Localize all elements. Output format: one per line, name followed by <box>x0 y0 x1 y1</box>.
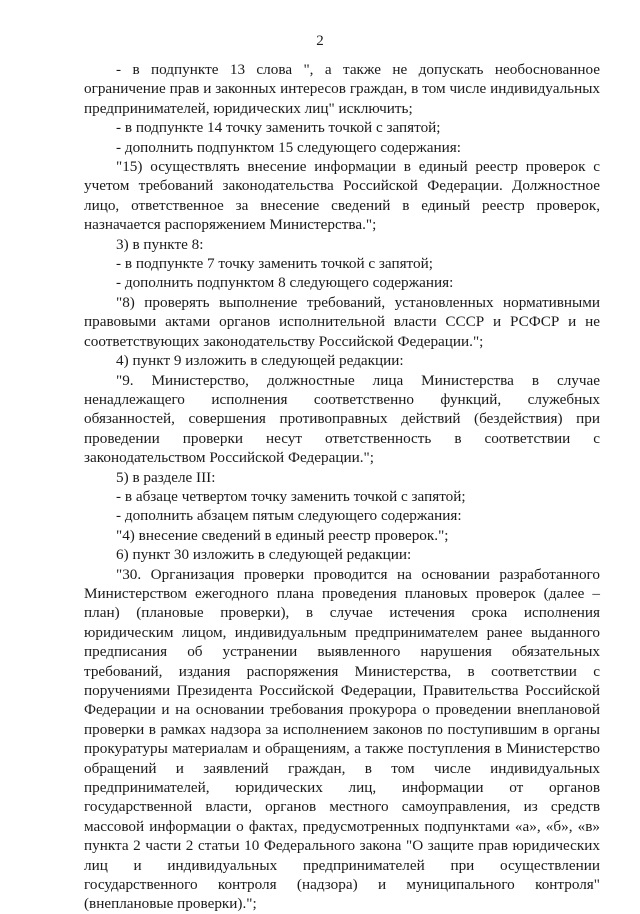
paragraph: - дополнить абзацем пятым следующего содержания: <box>116 507 462 525</box>
paragraph: - в абзаце четвертом точку заменить точкой с запятой; <box>116 487 466 505</box>
paragraph: - дополнить подпунктом 15 следующего содержания: <box>116 138 461 156</box>
paragraph: - в подпункте 7 точку заменить точкой с запятой; <box>116 255 433 273</box>
paragraph: "8) проверять выполнение требований, установленных нормативными правовыми актами органов исполнительной власти СССР и РСФСР и не соответствующих законодательству Российской Федерации."; <box>84 293 600 350</box>
paragraph: "9. Министерство, должностные лица Министерства в случае ненадлежащего исполнения соответственно функций, служебных обязанностей, совершения противоправных действий (бездействия) при проведении проверки несут ответственность в соответствии с законодательством Российской Федерации."; <box>84 371 600 467</box>
paragraph: - в подпункте 14 точку заменить точкой с запятой; <box>116 119 441 137</box>
paragraph: "30. Организация проверки проводится на основании разработанного Министерством ежегодного плана проведения плановых проверок (далее – план) (плановые проверки), в случае истечения срока исполнения юридическим лицом, индивидуальным предпринимателем ранее выданного предписания об устранении выявленного нарушения обязательных требований, издания распоряжения Министерства, в соответствии с поручениями Президента Российской Федерации, Правительства Российской Федерации и на основании требования прокурора о проведении внеплановой проверки в рамках надзора за исполнением законов по поступившим в органы прокуратуры материалам и обращениям, а также поступления в Министерство обращений и заявлений граждан, в том числе индивидуальных предпринимателей, юридических лиц, информации от органов государственной власти, органов местного самоуправления, из средств массовой информации о фактах, предусмотренных подпунктами «а», «б», «в» пункта 2 части 2 статьи 10 Федерального закона "О защите прав юридических лиц и индивидуальных предпринимателей при осуществлении государственного контроля (надзора) и муниципального контроля" (внеплановые проверки)."; <box>84 565 600 913</box>
paragraph: 6) пункт 30 изложить в следующей редакции: <box>116 546 412 564</box>
paragraph: - в подпункте 13 слова ", а также не допускать необоснованное ограничение прав и законных интересов граждан, в том числе индивидуальных предпринимателей, юридических лиц" исключить; <box>84 61 600 117</box>
paragraph: 4) пункт 9 изложить в следующей редакции: <box>116 352 404 370</box>
page-number: 2 <box>316 33 324 49</box>
paragraph: 5) в разделе III: <box>116 468 216 486</box>
paragraph: - дополнить подпунктом 8 следующего содержания: <box>116 274 454 292</box>
paragraph: "15) осуществлять внесение информации в единый реестр проверок с учетом требований законодательства Российской Федерации. Должностное лицо, ответственное за внесение сведений в единый реестр проверок, назначается распоряжением Министерства."; <box>84 158 600 234</box>
document-body <box>84 60 600 914</box>
paragraph: "4) внесение сведений в единый реестр проверок."; <box>116 526 449 544</box>
paragraph: 3) в пункте 8: <box>116 235 204 253</box>
